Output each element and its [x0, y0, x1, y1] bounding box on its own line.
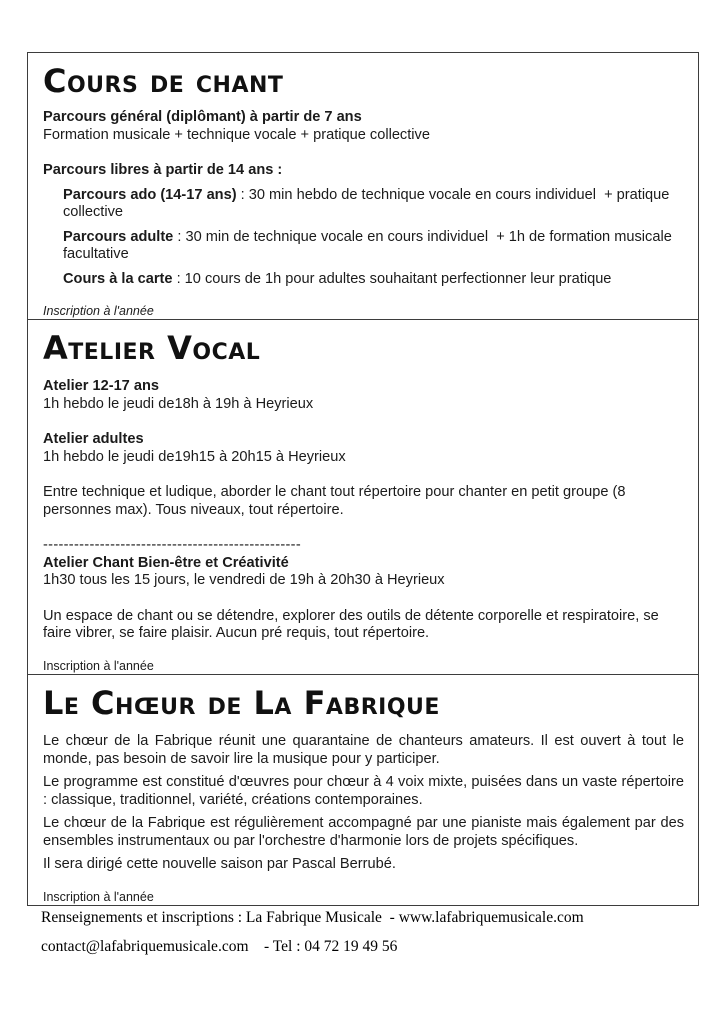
list-item-parcours-ado [63, 187, 684, 222]
inscription-note: Inscription à l'année [43, 658, 154, 673]
section-title-choeur-fabrique: Le Chœur de La Fabrique [43, 684, 440, 722]
atelier-adultes-title: Atelier adultes [43, 431, 144, 447]
section-title-atelier-vocal: Atelier Vocal [43, 329, 261, 367]
section-cours-de-chant [27, 52, 699, 320]
choeur-paragraph-4: Il sera dirigé cette nouvelle saison par Pascal Berrubé. [43, 856, 396, 872]
atelier-bien-etre-description: Un espace de chant ou se détendre, explorer des outils de détente corporelle et respiratoire, se faire vibrer, se faire plaisir. Aucun pré requis, tout répertoire. [43, 607, 663, 641]
parcours-general-title: Parcours général (diplômant) à partir de 7 ans [43, 109, 362, 125]
section-choeur-fabrique [27, 675, 699, 906]
list-item-label: Cours à la carte [63, 270, 173, 287]
footer-contact [41, 908, 584, 966]
inscription-note: Inscription à l'année [43, 304, 154, 318]
document-body [27, 52, 699, 906]
list-item-cours-a-la-carte [63, 271, 684, 289]
atelier-bien-etre-title: Atelier Chant Bien-être et Créativité [43, 554, 289, 571]
section-title-cours-de-chant: Cours de chant [43, 62, 284, 100]
dashed-divider: -------------------------------------------------- [43, 537, 301, 553]
list-item-label: Parcours adulte [63, 228, 174, 245]
list-item-parcours-adulte [63, 229, 684, 264]
atelier-12-17-schedule: 1h hebdo le jeudi de18h à 19h à Heyrieux [43, 395, 314, 412]
list-item-text: : 30 min de technique vocale en cours individuel + 1h de formation musicale facultative [63, 228, 676, 262]
section-atelier-vocal [27, 320, 699, 675]
list-item-text: : 30 min hebdo de technique vocale en cours individuel + pratique collective [63, 186, 674, 220]
atelier-description: Entre technique et ludique, aborder le chant tout répertoire pour chanter en petit groupe (8 personnes max). Tous niveaux, tout répertoire. [43, 484, 630, 518]
choeur-paragraph-1: Le chœur de la Fabrique réunit une quarantaine de chanteurs amateurs. Il est ouvert à tout le monde, pas besoin de savoir lire la musique pour y participer. [43, 733, 689, 767]
atelier-12-17-title: Atelier 12-17 ans [43, 378, 160, 394]
atelier-bien-etre-schedule: 1h30 tous les 15 jours, le vendredi de 19h à 20h30 à Heyrieux [43, 572, 445, 588]
list-item-label: Parcours ado (14-17 ans) [63, 186, 237, 203]
footer-line-info: Renseignements et inscriptions : La Fabrique Musicale - www.lafabriquemusicale.com [41, 909, 584, 926]
choeur-paragraph-3: Le chœur de la Fabrique est régulièrement accompagné par une pianiste mais également par des ensembles instrumentaux ou par l'orchestre d'harmonie lors de projets spécifiques. [43, 815, 689, 849]
footer-phone: - Tel : 04 72 19 49 56 [248, 938, 398, 955]
atelier-adultes-schedule: 1h hebdo le jeudi de19h15 à 20h15 à Heyrieux [43, 448, 346, 465]
choeur-paragraph-2: Le programme est constitué d'œuvres pour chœur à 4 voix mixte, puisées dans un vaste répertoire : classique, traditionnel, variété, créations contemporaines. [43, 774, 689, 808]
parcours-libres-title: Parcours libres à partir de 14 ans : [43, 162, 283, 178]
footer-email: contact@lafabriquemusicale.com [41, 938, 249, 955]
inscription-note: Inscription à l'année [43, 889, 154, 904]
parcours-general-body: Formation musicale + technique vocale + pratique collective [43, 126, 430, 143]
list-item-text: : 10 cours de 1h pour adultes souhaitant perfectionner leur pratique [172, 270, 612, 287]
footer-line-contact [41, 937, 584, 956]
